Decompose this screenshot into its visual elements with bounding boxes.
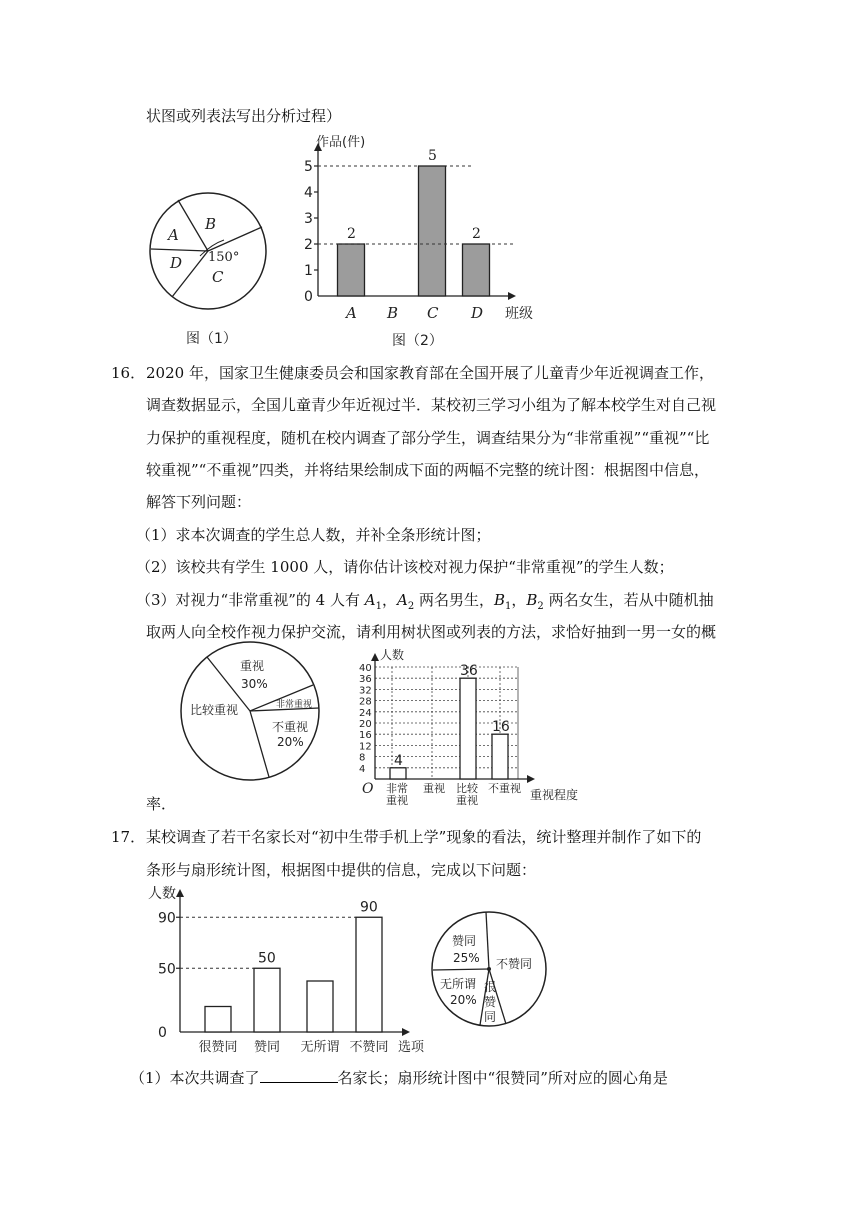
q16-bar-origin: O	[362, 781, 374, 797]
q15-fig1-caption: 图（1）	[186, 331, 237, 347]
q17-y-tick-label: 90	[158, 910, 176, 927]
q17-bar-value: 50	[258, 950, 276, 967]
q16-bar-x-label: 重视程度	[530, 788, 579, 802]
q16-sub-3: （3）对视力“非常重视”的 4 人有 $A_1$，$A_2$ 两名男生，$B_1$，$B_2$ 两名女生，若从中随机抽	[136, 591, 714, 612]
q15-pie-label-a: A	[168, 226, 179, 244]
q16-pie-label-zhongshi: 重视	[240, 659, 265, 673]
q17-bar-value: 90	[360, 899, 378, 916]
q17-sub-1: （1）本次共调查了 名家长；扇形统计图中“很赞同”所对应的圆心角是	[130, 1069, 668, 1087]
q15-pie-angle: 150°	[208, 250, 240, 265]
q15-y-tick-label: 5	[304, 159, 313, 175]
q16-y-tick-label: 36	[359, 674, 372, 686]
q16-sub-3-end: 率．	[146, 795, 177, 813]
q17-bar-x-label: 选项	[398, 1040, 425, 1055]
q17-pie-label-henzantong-1: 很	[484, 980, 497, 994]
q15-category-label: D	[471, 304, 484, 322]
q16-bar-y-label: 人数	[380, 648, 405, 662]
q17-pie-pct-zantong: 25%	[453, 951, 480, 965]
q16-sub-3-line-2: 取两人向全校作视力保护交流，请利用树状图或列表的方法，求恰好抽到一男一女的概	[146, 623, 717, 641]
q16-category-label: 非常	[386, 782, 408, 795]
q16-pie-label-bijiao: 比较重视	[190, 703, 239, 717]
q16-y-tick-label: 40	[359, 663, 372, 674]
q15-pie-label-c: C	[212, 268, 224, 286]
q17-pie-label-wusuowei: 无所谓	[440, 977, 477, 991]
q17-pie-label-henzantong-2: 赞	[484, 995, 497, 1009]
q17-y-tick-label: 50	[158, 961, 176, 978]
q17-bar-chart	[148, 885, 425, 1055]
q15-category-label: C	[427, 304, 439, 322]
q17-category-label: 很赞同	[198, 1040, 238, 1055]
q17-y-tick-label: 0	[158, 1025, 167, 1041]
q16-pie-pct-buzhongshi: 20%	[277, 735, 304, 749]
q16-y-tick-label: 28	[359, 696, 372, 708]
q16-sub-2: （2）该校共有学生 1000 人，请你估计该校对视力保护“非常重视”的学生人数；	[136, 558, 674, 576]
q16-y-tick-label: 20	[359, 719, 372, 730]
q16-pie-pct-zhongshi: 30%	[241, 677, 268, 691]
q16-line-1: 2020 年，国家卫生健康委员会和国家教育部在全国开展了儿童青少年近视调查工作，	[146, 364, 714, 382]
q16-number: 16．	[111, 364, 146, 382]
q15-fig2-caption: 图（2）	[392, 333, 443, 349]
q17-category-label: 不赞同	[349, 1040, 389, 1055]
q16-y-tick-label: 8	[359, 752, 366, 764]
q15-bar-value: 2	[347, 226, 356, 242]
q16-category-label: 重视	[423, 782, 445, 795]
answer-blank[interactable]	[260, 1068, 338, 1083]
q15-pie-label-b: B	[205, 215, 217, 233]
q17-bar	[307, 981, 333, 1032]
q15-y-tick-label: 4	[304, 185, 313, 201]
q17-category-label: 赞同	[254, 1040, 281, 1055]
q17-line-1: 某校调查了若干名家长对“初中生带手机上学”现象的看法，统计整理并制作了如下的	[146, 828, 702, 846]
q16-line-3: 力保护的重视程度，随机在校内调查了部分学生，调查结果分为“非常重视”“重视”“比	[146, 429, 710, 447]
q17-bar	[205, 1007, 231, 1033]
q15-y-tick-label: 2	[304, 237, 313, 253]
q15-pie-label-d: D	[170, 254, 183, 272]
q16-category-label: 重视	[386, 794, 408, 807]
q16-y-tick-label: 16	[359, 730, 372, 742]
q16-line-2: 调查数据显示，全国儿童青少年近视过半．某校初三学习小组为了解本校学生对自己视	[146, 396, 717, 414]
q16-bar-value: 36	[460, 663, 478, 680]
q16-y-tick-label: 24	[359, 707, 372, 719]
q15-y-tick-label: 3	[304, 211, 313, 227]
q15-category-label: B	[387, 304, 399, 322]
q16-pie-label-feichang: 非常重视	[276, 700, 313, 710]
q16-y-tick-label: 4	[359, 763, 366, 775]
q15-y-tick-label: 1	[304, 263, 313, 279]
q16-y-tick-label: 12	[359, 741, 372, 753]
q17-pie-label-buzantong: 不赞同	[496, 957, 533, 971]
q17-pie-label-henzantong-3: 同	[484, 1010, 497, 1024]
q17-bar	[254, 968, 280, 1032]
q15-bar-x-label: 班级	[505, 306, 533, 322]
q17-pie-chart	[432, 912, 546, 1026]
q16-line-5: 解答下列问题：	[146, 493, 252, 511]
q15-y-tick-label: 0	[304, 289, 313, 305]
q16-bar-value: 16	[492, 719, 510, 736]
q16-bar-value: 4	[394, 752, 403, 769]
q15-bar-value: 5	[428, 148, 437, 164]
q16-sub-1: （1）求本次调查的学生总人数，并补全条形统计图；	[136, 526, 491, 544]
q15-text-end: 状图或列表法写出分析过程）	[146, 107, 342, 125]
q16-category-label: 重视	[456, 794, 478, 807]
q16-category-label: 比较	[456, 782, 478, 795]
q16-line-4: 较重视”“不重视”四类，并将结果绘制成下面的两幅不完整的统计图：根据图中信息，	[146, 461, 710, 479]
q17-bar-y-label: 人数	[148, 886, 176, 902]
q17-line-2: 条形与扇形统计图，根据图中提供的信息，完成以下问题：	[146, 861, 537, 879]
q16-y-tick-label: 32	[359, 685, 372, 697]
q15-category-label: A	[346, 304, 357, 322]
q16-category-label: 不重视	[488, 782, 521, 795]
q16-pie-label-buzhongshi: 不重视	[272, 720, 309, 734]
q17-bar	[356, 917, 382, 1032]
q17-category-label: 无所谓	[300, 1040, 340, 1055]
q17-number: 17．	[111, 828, 146, 846]
q15-bar-value: 2	[472, 226, 481, 242]
q15-bar-y-label: 作品(件)	[316, 135, 366, 150]
q17-pie-pct-wusuowei: 20%	[450, 993, 477, 1007]
q17-pie-label-zantong: 赞同	[452, 934, 477, 948]
